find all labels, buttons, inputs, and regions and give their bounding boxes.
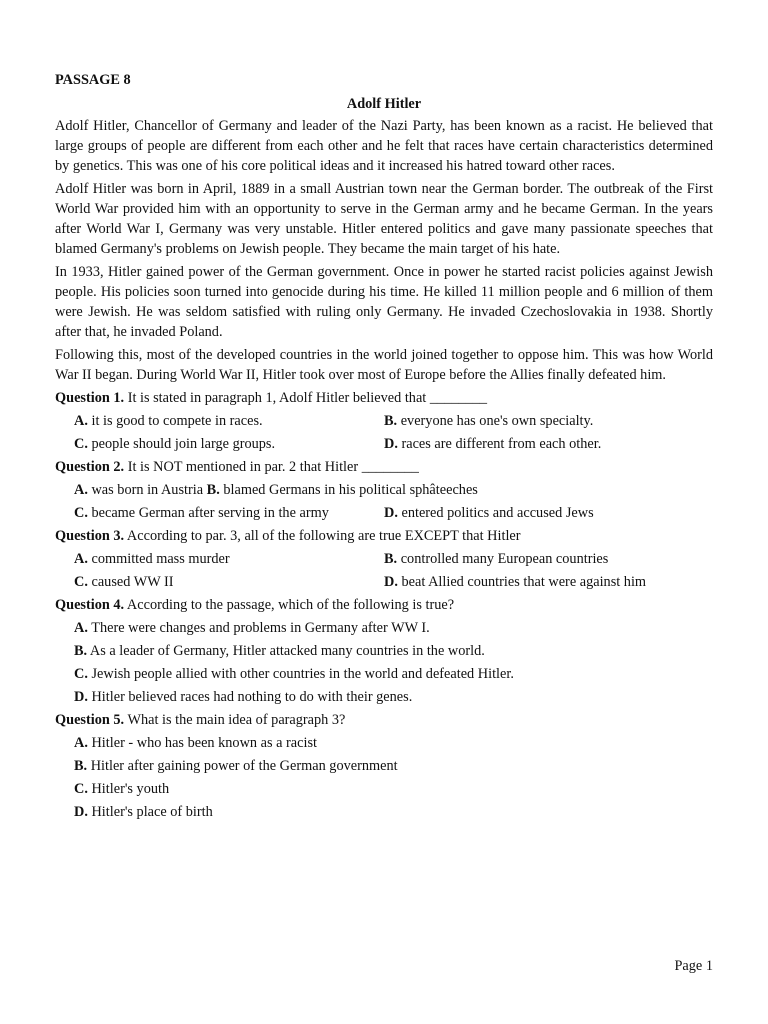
option-letter: B. [384,413,398,429]
option-letter: D. [384,574,398,590]
document-body [55,70,713,822]
paragraph-2: Adolf Hitler was born in April, 1889 in a small Austrian town near the German border. The outbreak of the First World War provided him with an opportunity to serve in the German army and he became German. In the years after World War I, Germany was very unstable. Hitler entered politics and gave many passionate speeches that blamed Germany's problems on Jewish people. They became the main target of his hate. [55,181,713,257]
option-row [55,503,713,523]
option-row [55,549,713,569]
question-text: It is stated in paragraph 1, Adolf Hitler believed that ________ [127,390,488,406]
question-label: Question 4. [55,597,125,613]
option-b [55,641,713,661]
option-text: caused WW II [91,574,174,590]
paragraph-4: Following this, most of the developed countries in the world joined together to oppose him. This was how World War II began. During World War II, Hitler took over most of Europe before the Allies finally defeated him. [55,347,713,383]
option-text: beat Allied countries that were against him [401,574,647,590]
passage-label: PASSAGE 8 [55,72,131,88]
option-b [384,549,608,569]
option-c [55,664,713,684]
option-d [384,572,646,592]
option-letter: C. [74,666,88,682]
question-2-stem [55,457,713,477]
option-c [74,572,384,592]
option-letter: D. [384,436,398,452]
question-label: Question 1. [55,390,125,406]
option-a [74,482,203,498]
option-letter: B. [384,551,398,567]
option-text: became German after serving in the army [91,505,329,521]
option-text: Hitler believed races had nothing to do with their genes. [91,689,413,705]
option-row [55,572,713,592]
option-letter: C. [74,781,88,797]
paragraph-3: In 1933, Hitler gained power of the German government. Once in power he started racist policies against Jewish people. His policies soon turned into genocide during his time. He killed 11 million people and 6 million of them were Jewish. He was seldom satisfied with ruling only Germany. He invaded Czechoslovakia in 1938. Shortly after that, he invaded Poland. [55,264,713,340]
question-5-stem [55,710,713,730]
option-b [55,756,713,776]
option-text: Hitler's place of birth [91,804,213,820]
paragraph-1: Adolf Hitler, Chancellor of Germany and leader of the Nazi Party, has been known as a racist. He believed that large groups of people are different from each other and he felt that races have certain characteristics determined by genetics. This was one of his core political ideas and it increased his hatred toward other races. [55,118,713,174]
option-letter: B. [206,482,220,498]
option-letter: B. [74,643,88,659]
option-d [384,434,601,454]
question-4 [55,595,713,707]
option-letter: A. [74,482,88,498]
option-text: controlled many European countries [400,551,609,567]
option-letter: B. [74,758,88,774]
option-text: Hitler - who has been known as a racist [91,735,317,751]
option-text: committed mass murder [91,551,230,567]
option-c [74,434,384,454]
option-row [55,411,713,431]
option-letter: D. [74,689,88,705]
option-letter: C. [74,505,88,521]
question-3 [55,526,713,592]
question-4-stem [55,595,713,615]
option-text: it is good to compete in races. [91,413,263,429]
option-text: entered politics and accused Jews [401,505,594,521]
option-d [55,802,713,822]
option-a [55,618,713,638]
question-label: Question 5. [55,712,125,728]
option-letter: A. [74,413,88,429]
question-label: Question 3. [55,528,125,544]
option-text: people should join large groups. [91,436,276,452]
question-text: What is the main idea of paragraph 3? [127,712,346,728]
option-text: blamed Germans in his political sphâteeches [223,482,478,498]
option-b [384,411,593,431]
question-1 [55,388,713,454]
option-letter: A. [74,620,88,636]
option-letter: D. [384,505,398,521]
question-text: According to par. 3, all of the following are true EXCEPT that Hitler [126,528,521,544]
option-a [55,733,713,753]
option-a [74,549,384,569]
option-text: Jewish people allied with other countries in the world and defeated Hitler. [91,666,514,682]
option-letter: C. [74,436,88,452]
option-d [55,687,713,707]
page-number: Page 1 [674,958,713,974]
option-row [55,434,713,454]
option-text: races are different from each other. [401,436,602,452]
option-text: Hitler after gaining power of the German government [90,758,398,774]
option-b [207,482,478,498]
question-text: It is NOT mentioned in par. 2 that Hitler ________ [127,459,419,475]
passage-title: Adolf Hitler [346,96,422,112]
question-1-stem [55,388,713,408]
question-5 [55,710,713,822]
question-3-stem [55,526,713,546]
option-letter: A. [74,735,88,751]
option-row [55,480,713,500]
option-text: was born in Austria [91,482,204,498]
option-text: everyone has one's own specialty. [400,413,594,429]
option-a [74,411,384,431]
question-label: Question 2. [55,459,125,475]
option-letter: D. [74,804,88,820]
option-d [384,503,594,523]
question-text: According to the passage, which of the following is true? [126,597,455,613]
option-text: Hitler's youth [91,781,170,797]
option-text: There were changes and problems in Germany after WW I. [91,620,430,636]
option-c [74,503,384,523]
question-2 [55,457,713,523]
option-c [55,779,713,799]
option-text: As a leader of Germany, Hitler attacked many countries in the world. [89,643,485,659]
option-letter: C. [74,574,88,590]
option-letter: A. [74,551,88,567]
